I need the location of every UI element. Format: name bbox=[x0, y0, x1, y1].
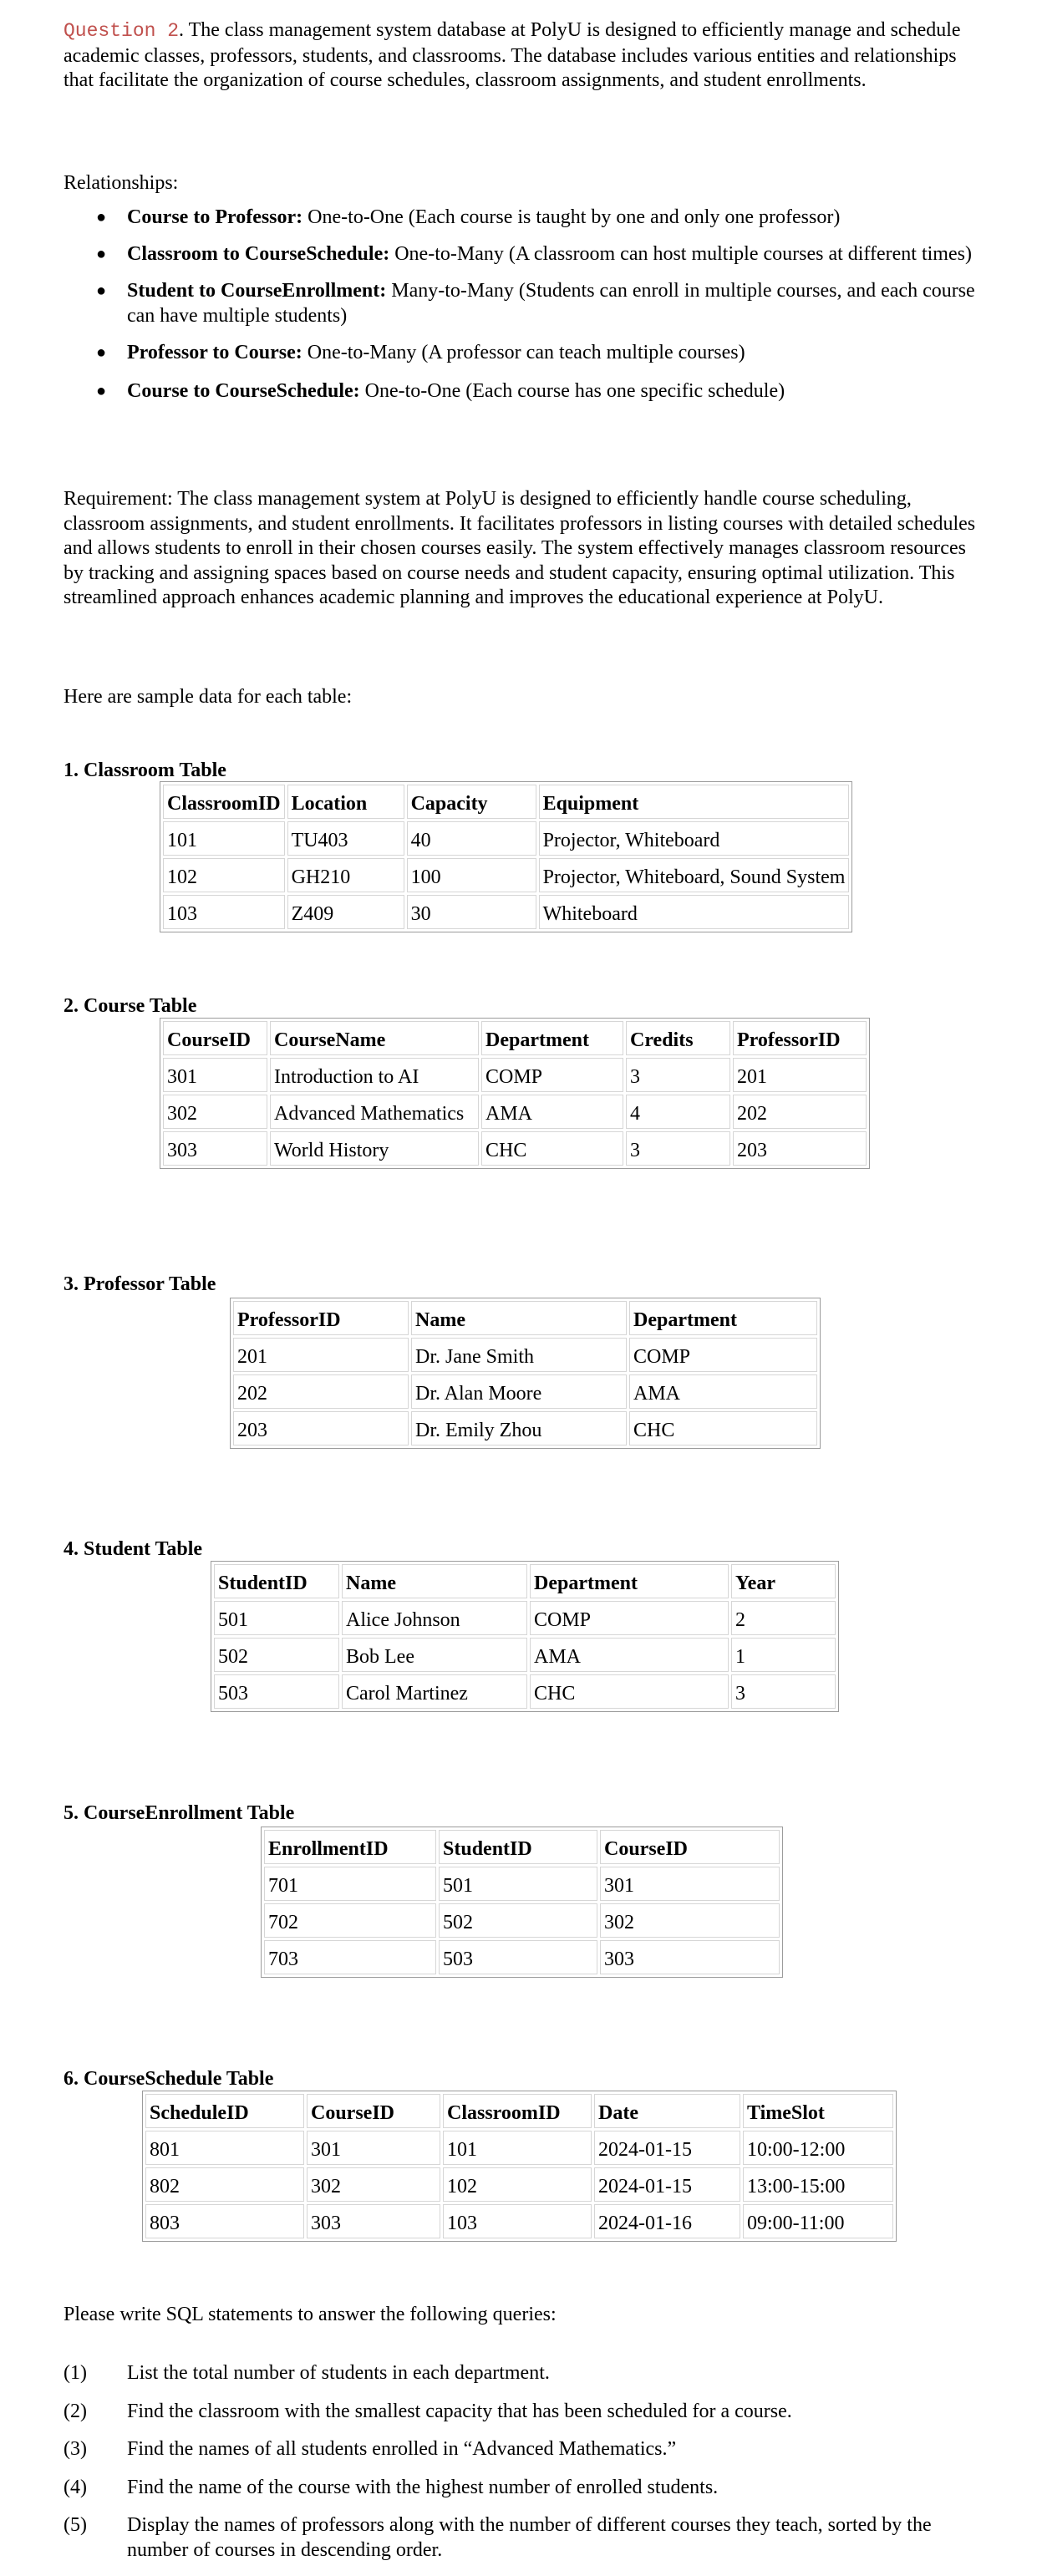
table-header-row bbox=[163, 1021, 867, 1055]
table-row bbox=[233, 1374, 817, 1409]
table-cell: CHC bbox=[629, 1411, 817, 1446]
table-cell: 801 bbox=[145, 2131, 304, 2165]
table-cell: 303 bbox=[600, 1940, 780, 1974]
header-cell: ScheduleID bbox=[145, 2094, 304, 2128]
course-table bbox=[160, 1018, 870, 1169]
query-text: Find the name of the course with the highest number of enrolled students. bbox=[127, 2476, 719, 2498]
query-item bbox=[64, 2437, 987, 2462]
header-cell: ClassroomID bbox=[163, 785, 285, 819]
table-cell: 301 bbox=[600, 1867, 780, 1901]
relationship-item bbox=[64, 206, 987, 231]
student-table bbox=[211, 1561, 839, 1712]
header-cell: CourseID bbox=[307, 2094, 440, 2128]
relationship-title: Student to CourseEnrollment: bbox=[127, 280, 387, 302]
relationships-list bbox=[64, 206, 987, 404]
relationship-text: One-to-One (Each course has one specific schedule) bbox=[359, 379, 785, 402]
table-row bbox=[145, 2131, 893, 2165]
table-cell: Projector, Whiteboard bbox=[539, 821, 850, 856]
table-title-professor: 3. Professor Table bbox=[64, 1273, 216, 1295]
courseschedule-table bbox=[142, 2091, 897, 2242]
relationship-title: Course to Professor: bbox=[127, 206, 303, 228]
relationship-text: Many-to-Many (Students can enroll in multiple courses, and each course can have multiple students) bbox=[127, 280, 975, 327]
table-cell: AMA bbox=[629, 1374, 817, 1409]
table-cell: 2024-01-15 bbox=[594, 2167, 740, 2202]
header-cell: ClassroomID bbox=[443, 2094, 592, 2128]
table-cell: Advanced Mathematics bbox=[270, 1095, 479, 1129]
table-cell: Dr. Alan Moore bbox=[411, 1374, 627, 1409]
query-number: (2) bbox=[64, 2400, 87, 2422]
header-cell: Date bbox=[594, 2094, 740, 2128]
table-cell: 701 bbox=[264, 1867, 436, 1901]
table-cell: 301 bbox=[307, 2131, 440, 2165]
table-cell: 303 bbox=[307, 2204, 440, 2238]
table-row bbox=[264, 1867, 780, 1901]
relationship-item bbox=[64, 379, 987, 404]
requirement-paragraph: Requirement: The class management system at PolyU is designed to efficiently handle course scheduling, classroom assignments, and student enrollments. It facilitates professors in listing courses with detailed schedules and allows students to enroll in their chosen courses easily. The system effectively manages classroom resources by tracking and assigning spaces based on course needs and student capacity, ensuring optimal utilization. This streamlined approach enhances academic planning and improves the educational experience at PolyU. bbox=[64, 488, 976, 608]
table-row bbox=[233, 1411, 817, 1446]
table-cell: Introduction to AI bbox=[270, 1058, 479, 1092]
table-cell: Alice Johnson bbox=[342, 1601, 527, 1635]
query-number: (1) bbox=[64, 2362, 87, 2384]
bullet-icon: ● bbox=[96, 343, 107, 362]
table-cell: 202 bbox=[733, 1095, 867, 1129]
table-cell: 503 bbox=[214, 1674, 339, 1709]
table-cell: 302 bbox=[600, 1903, 780, 1938]
table-row bbox=[233, 1338, 817, 1372]
table-cell: 501 bbox=[439, 1867, 597, 1901]
table-cell: Dr. Jane Smith bbox=[411, 1338, 627, 1372]
relationship-text: One-to-Many (A classroom can host multiple courses at different times) bbox=[389, 242, 972, 265]
table-cell: 302 bbox=[307, 2167, 440, 2202]
header-cell: EnrollmentID bbox=[264, 1830, 436, 1864]
table-cell: World History bbox=[270, 1131, 479, 1166]
table-cell: Whiteboard bbox=[539, 895, 850, 929]
table-cell: TU403 bbox=[287, 821, 404, 856]
header-cell: Capacity bbox=[407, 785, 536, 819]
question-label: Question 2 bbox=[64, 20, 180, 42]
table-cell: 702 bbox=[264, 1903, 436, 1938]
header-cell: StudentID bbox=[214, 1564, 339, 1598]
table-cell: Dr. Emily Zhou bbox=[411, 1411, 627, 1446]
professor-table bbox=[230, 1298, 821, 1449]
table-cell: 102 bbox=[443, 2167, 592, 2202]
table-header-row bbox=[214, 1564, 836, 1598]
table-cell: 203 bbox=[233, 1411, 409, 1446]
header-cell: StudentID bbox=[439, 1830, 597, 1864]
table-row bbox=[214, 1674, 836, 1709]
query-item bbox=[64, 2476, 987, 2501]
relationships-heading: Relationships: bbox=[64, 172, 179, 194]
table-header-row bbox=[264, 1830, 780, 1864]
header-cell: Equipment bbox=[539, 785, 850, 819]
table-cell: 503 bbox=[439, 1940, 597, 1974]
relationship-item bbox=[64, 279, 987, 328]
question-intro bbox=[64, 18, 987, 94]
table-cell: GH210 bbox=[287, 858, 404, 892]
relationship-title: Classroom to CourseSchedule: bbox=[127, 242, 390, 265]
table-cell: 803 bbox=[145, 2204, 304, 2238]
courseenrollment-table bbox=[261, 1827, 783, 1978]
table-cell: COMP bbox=[530, 1601, 729, 1635]
table-row bbox=[145, 2167, 893, 2202]
query-item bbox=[64, 2513, 987, 2563]
table-cell: 13:00-15:00 bbox=[743, 2167, 893, 2202]
table-cell: 103 bbox=[443, 2204, 592, 2238]
table-title-classroom: 1. Classroom Table bbox=[64, 760, 226, 781]
table-row bbox=[264, 1940, 780, 1974]
query-text: Find the classroom with the smallest capacity that has been scheduled for a course. bbox=[127, 2400, 792, 2422]
table-title-course: 2. Course Table bbox=[64, 995, 197, 1017]
table-row bbox=[214, 1601, 836, 1635]
table-cell: 101 bbox=[443, 2131, 592, 2165]
header-cell: ProfessorID bbox=[233, 1301, 409, 1335]
header-cell: TimeSlot bbox=[743, 2094, 893, 2128]
table-title-student: 4. Student Table bbox=[64, 1538, 203, 1560]
classroom-table bbox=[160, 781, 852, 932]
table-row bbox=[214, 1638, 836, 1672]
queries-intro: Please write SQL statements to answer the following queries: bbox=[64, 2304, 557, 2325]
table-cell: Bob Lee bbox=[342, 1638, 527, 1672]
header-cell: CourseID bbox=[600, 1830, 780, 1864]
table-cell: 703 bbox=[264, 1940, 436, 1974]
table-cell: 301 bbox=[163, 1058, 267, 1092]
table-cell: 103 bbox=[163, 895, 285, 929]
table-cell: 802 bbox=[145, 2167, 304, 2202]
table-row bbox=[163, 1131, 867, 1166]
bullet-icon: ● bbox=[96, 244, 107, 263]
table-cell: 1 bbox=[731, 1638, 836, 1672]
table-cell: 3 bbox=[731, 1674, 836, 1709]
relationship-item bbox=[64, 242, 987, 267]
bullet-icon: ● bbox=[96, 381, 107, 400]
table-header-row bbox=[163, 785, 849, 819]
table-cell: Z409 bbox=[287, 895, 404, 929]
table-row bbox=[163, 1058, 867, 1092]
table-cell: 3 bbox=[626, 1131, 730, 1166]
question-intro-text: . The class management system database at PolyU is designed to efficiently manage and schedule academic classes, professors, students, and classrooms. The database includes various entities and relationships that facilitate the organization of course schedules, classroom assignments, and student enrollments. bbox=[64, 19, 961, 91]
query-item bbox=[64, 2361, 987, 2386]
table-cell: CHC bbox=[530, 1674, 729, 1709]
query-text: List the total number of students in each department. bbox=[127, 2362, 550, 2384]
table-cell: CHC bbox=[481, 1131, 623, 1166]
table-cell: 201 bbox=[233, 1338, 409, 1372]
table-cell: 40 bbox=[407, 821, 536, 856]
table-cell: 202 bbox=[233, 1374, 409, 1409]
table-cell: 09:00-11:00 bbox=[743, 2204, 893, 2238]
header-cell: Year bbox=[731, 1564, 836, 1598]
table-cell: COMP bbox=[629, 1338, 817, 1372]
header-cell: Department bbox=[481, 1021, 623, 1055]
table-title-courseschedule: 6. CourseSchedule Table bbox=[64, 2068, 274, 2090]
table-title-courseenrollment: 5. CourseEnrollment Table bbox=[64, 1802, 295, 1824]
table-row bbox=[163, 1095, 867, 1129]
header-cell: Name bbox=[411, 1301, 627, 1335]
query-number: (3) bbox=[64, 2438, 87, 2460]
table-row bbox=[264, 1903, 780, 1938]
table-cell: AMA bbox=[530, 1638, 729, 1672]
relationship-title: Course to CourseSchedule: bbox=[127, 379, 360, 402]
table-cell: 102 bbox=[163, 858, 285, 892]
table-cell: 2 bbox=[731, 1601, 836, 1635]
table-cell: 501 bbox=[214, 1601, 339, 1635]
relationship-item bbox=[64, 341, 987, 366]
queries-list bbox=[64, 2361, 987, 2576]
table-cell: 10:00-12:00 bbox=[743, 2131, 893, 2165]
table-cell: 502 bbox=[214, 1638, 339, 1672]
table-cell: 2024-01-16 bbox=[594, 2204, 740, 2238]
header-cell: Department bbox=[629, 1301, 817, 1335]
table-cell: 502 bbox=[439, 1903, 597, 1938]
bullet-icon: ● bbox=[96, 282, 107, 300]
table-cell: 30 bbox=[407, 895, 536, 929]
header-cell: CourseName bbox=[270, 1021, 479, 1055]
relationship-title: Professor to Course: bbox=[127, 342, 302, 363]
table-cell: Projector, Whiteboard, Sound System bbox=[539, 858, 850, 892]
table-row bbox=[145, 2204, 893, 2238]
relationship-text: One-to-One (Each course is taught by one and only one professor) bbox=[302, 206, 841, 228]
table-row bbox=[163, 821, 849, 856]
table-header-row bbox=[233, 1301, 817, 1335]
header-cell: CourseID bbox=[163, 1021, 267, 1055]
table-row bbox=[163, 858, 849, 892]
table-cell: 302 bbox=[163, 1095, 267, 1129]
table-cell: Carol Martinez bbox=[342, 1674, 527, 1709]
table-cell: 2024-01-15 bbox=[594, 2131, 740, 2165]
query-number: (4) bbox=[64, 2476, 87, 2498]
table-cell: 100 bbox=[407, 858, 536, 892]
table-cell: 303 bbox=[163, 1131, 267, 1166]
table-header-row bbox=[145, 2094, 893, 2128]
table-cell: 203 bbox=[733, 1131, 867, 1166]
query-item bbox=[64, 2400, 987, 2425]
table-cell: 3 bbox=[626, 1058, 730, 1092]
query-text: Find the names of all students enrolled in “Advanced Mathematics.” bbox=[127, 2438, 677, 2460]
header-cell: Credits bbox=[626, 1021, 730, 1055]
header-cell: Location bbox=[287, 785, 404, 819]
query-text: Display the names of professors along with the number of different courses they teach, sorted by the number of courses in descending order. bbox=[127, 2514, 932, 2561]
bullet-icon: ● bbox=[96, 208, 107, 226]
header-cell: Name bbox=[342, 1564, 527, 1598]
table-cell: COMP bbox=[481, 1058, 623, 1092]
sample-intro: Here are sample data for each table: bbox=[64, 686, 353, 708]
query-number: (5) bbox=[64, 2514, 87, 2536]
table-cell: 201 bbox=[733, 1058, 867, 1092]
relationship-text: One-to-Many (A professor can teach multiple courses) bbox=[302, 342, 745, 363]
table-cell: 4 bbox=[626, 1095, 730, 1129]
table-cell: 101 bbox=[163, 821, 285, 856]
header-cell: Department bbox=[530, 1564, 729, 1598]
table-row bbox=[163, 895, 849, 929]
table-cell: AMA bbox=[481, 1095, 623, 1129]
header-cell: ProfessorID bbox=[733, 1021, 867, 1055]
